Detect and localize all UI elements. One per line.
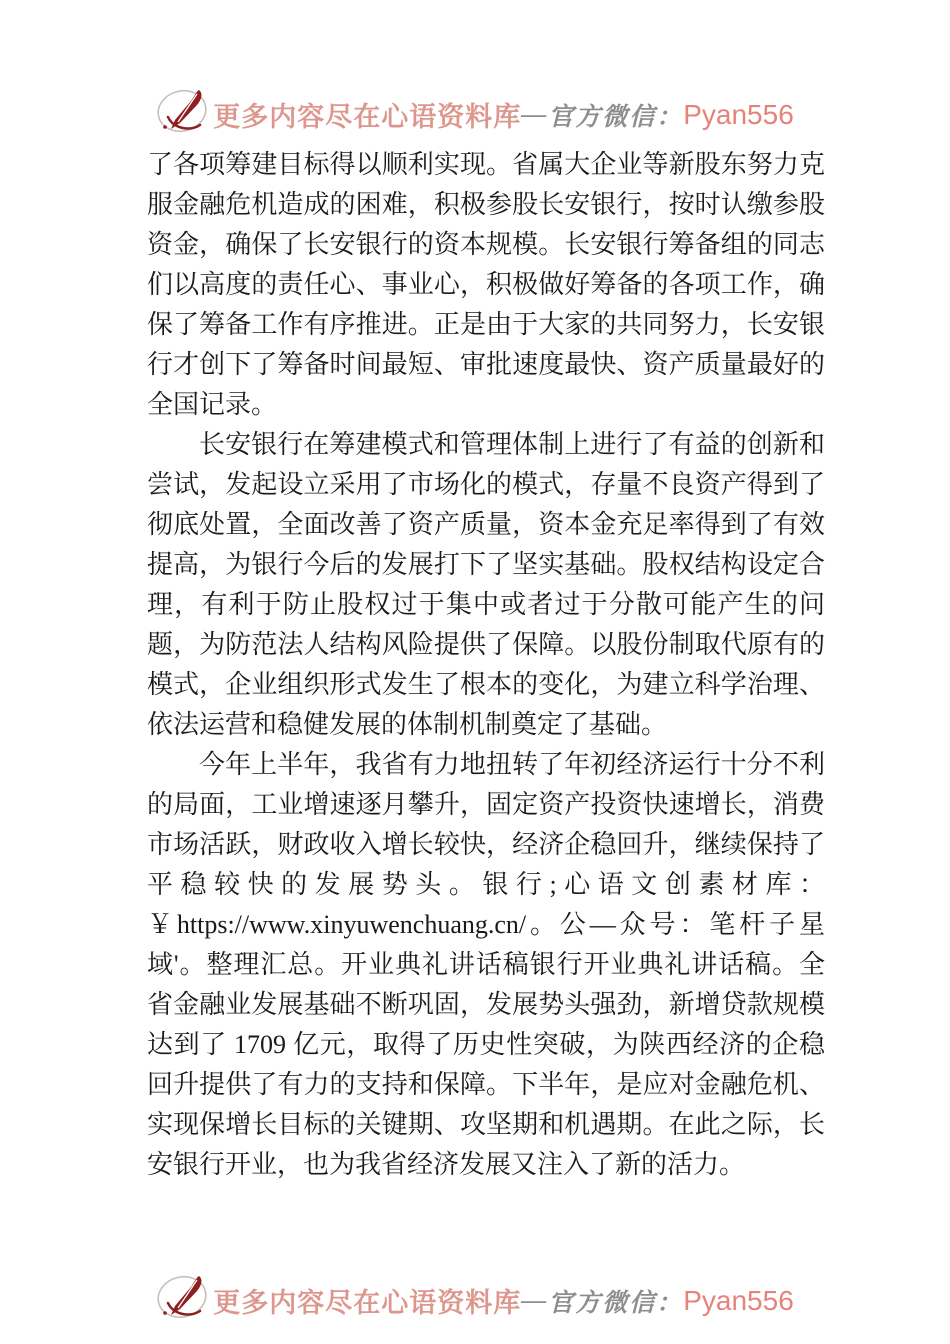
pen-nib-seal-icon <box>156 86 208 143</box>
watermark-brand-text: 更多内容尽在心语资料库 <box>213 1288 522 1318</box>
paragraph: 今年上半年，我省有力地扭转了年初经济运行十分不利的局面，工业增速逐月攀升，固定资产投资快速增长，消费市场活跃，财政收入增长较快，经济企稳回升，继续保持了平稳较快的发展势头。银行;心语文创素材库： ￥https://www.xinyuwenchuang.cn/。公—众号：笔杆子星域'。整理汇总。开业典礼讲话稿银行开业典礼讲话稿。全省金融业发展基础不断巩固，发展势头强劲，新增贷款规模达到了 1709 亿元，取得了历史性突破，为陕西经济的企稳回升提供了有力的支持和保障。下半年，是应对金融危机、实现保增长目标的关键期、攻坚期和机遇期。在此之际，长安银行开业，也为我省经济发展又注入了新的活力。 <box>147 750 825 1179</box>
paragraph: 长安银行在筹建模式和管理体制上进行了有益的创新和尝试，发起设立采用了市场化的模式，存量不良资产得到了彻底处置，全面改善了资产质量，资本金充足率得到了有效提高，为银行今后的发展打下了坚实基础。股权结构设定合理，有利于防止股权过于集中或者过于分散可能产生的问题，为防范法人结构风险提供了保障。以股份制取代原有的模式，企业组织形式发生了根本的变化，为建立科学治理、 依法运营和稳健发展的体制机制奠定了基础。 <box>147 430 825 739</box>
paragraph: 了各项筹建目标得以顺利实现。省属大企业等新股东努力克服金融危机造成的困难，积极参股长安银行，按时认缴参股资金，确保了长安银行的资本规模。长安银行筹备组的同志们以高度的责任心、事业心，积极做好筹备的各项工作，确保了筹备工作有序推进。正是由于大家的共同努力，长安银行才创下了筹备时间最短、审批速度最快、资产质量最好的全国记录。 <box>147 150 825 419</box>
wechat-label: 官方微信： <box>548 103 684 131</box>
watermark-separator: — <box>521 100 549 128</box>
pen-nib-seal-icon <box>156 1272 208 1329</box>
footer-watermark <box>0 1272 950 1329</box>
wechat-id: Pyan556 <box>683 98 794 130</box>
wechat-id: Pyan556 <box>683 1284 794 1316</box>
watermark-brand-text: 更多内容尽在心语资料库 <box>213 102 522 132</box>
header-watermark <box>0 86 950 143</box>
wechat-label: 官方微信： <box>548 1289 684 1317</box>
document-body <box>147 145 825 1185</box>
watermark-separator: — <box>521 1286 549 1314</box>
